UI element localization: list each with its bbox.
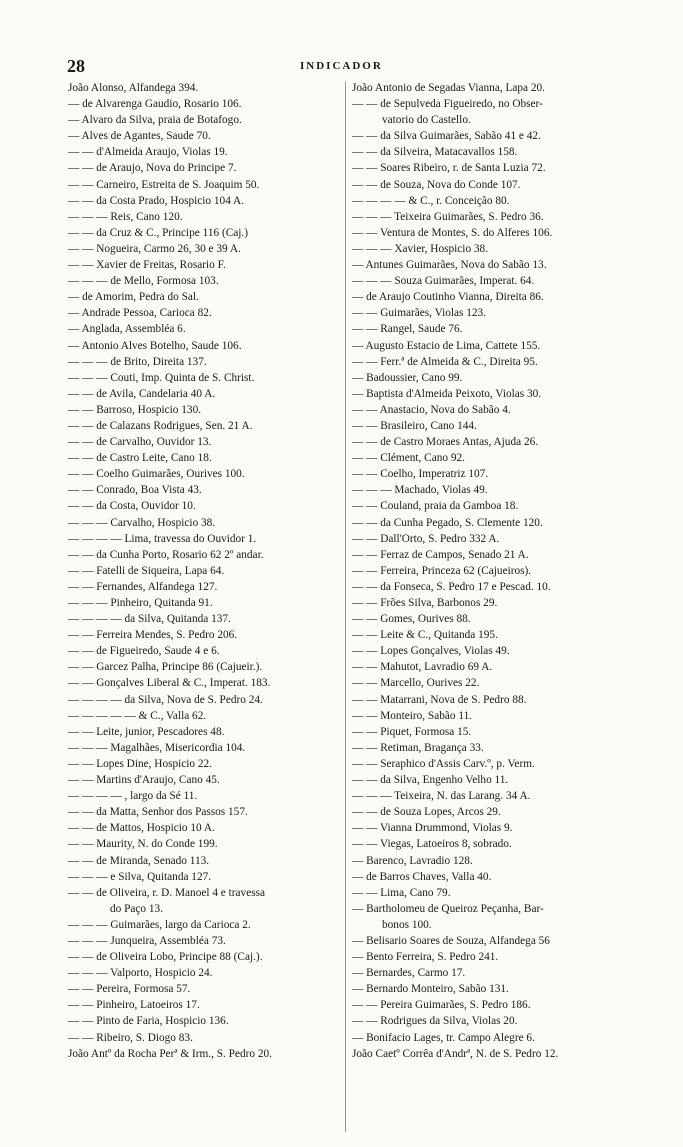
directory-entry: — Antunes Guimarães, Nova do Sabão 13. [352,259,547,272]
directory-entry: — — — Magalhães, Misericordia 104. [68,741,246,754]
directory-entry: — — Leite, junior, Pescadores 48. [68,725,225,738]
directory-entry: — — Maurity, N. do Conde 199. [68,838,218,851]
directory-entry: — — Pereira, Formosa 57. [68,983,191,996]
directory-entry: — — Ferreira, Princeza 62 (Cajueiros). [352,564,532,577]
directory-entry: — — Couland, praia da Gamboa 18. [352,500,519,513]
directory-entry: — Bernardes, Carmo 17. [352,967,466,980]
directory-entry: João Alonso, Alfandega 394. [68,82,199,94]
directory-entry: — Alvaro da Silva, praia de Botafogo. [68,114,242,127]
directory-entry: — — — — — & C., Valla 62. [68,709,207,722]
page-number: 28 [67,56,85,76]
directory-entry: — — Lopes Dine, Hospicio 22. [68,757,213,770]
directory-entry: — — Carneiro, Estreita de S. Joaquim 50. [68,178,260,191]
directory-entry: — — — Pinheiro, Quitanda 91. [68,597,213,609]
directory-entry: — — — de Brito, Direita 137. [68,355,207,368]
directory-entry: — — de Figueiredo, Saude 4 e 6. [68,645,220,658]
running-head: INDICADOR [300,60,383,72]
directory-entry: — — Coelho Guimarães, Ourives 100. [68,468,245,481]
directory-entry: — de Alvarenga Gaudio, Rosario 106. [68,98,242,111]
directory-entry: — — Ventura de Montes, S. do Alferes 106. [352,226,553,239]
directory-entry: — — — Reis, Cano 120. [68,210,183,223]
directory-entry: — — — Souza Guimarães, Imperat. 64. [352,275,535,288]
directory-entry: — — Ribeiro, S. Diogo 83. [68,1031,193,1044]
directory-entry: João Antº da Rocha Perª & Irm., S. Pedro 20. [68,1047,272,1060]
directory-entry: — — da Silva, Engenho Velho 11. [352,774,509,787]
directory-entry: — — Vianna Drummond, Violas 9. [352,822,513,835]
directory-entry: — — Nogueira, Carmo 26, 30 e 39 A. [68,242,241,255]
directory-entry: — Alves de Agantes, Saude 70. [68,130,211,143]
directory-entry: — — da Cunha Pegado, S. Clemente 120. [352,516,543,529]
directory-entry: — — — Teixeira Guimarães, S. Pedro 36. [352,210,544,223]
directory-entry: — Bento Ferreira, S. Pedro 241. [352,951,499,964]
directory-entry: — — Fernandes, Alfandega 127. [68,580,218,593]
directory-entry: — — — — Lima, travessa do Ouvidor 1. [68,532,257,545]
directory-entry: — — Pereira Guimarães, S. Pedro 186. [352,999,531,1012]
directory-entry: — — Clément, Cano 92. [352,452,465,465]
directory-entry: — — Frões Silva, Barbonos 29. [352,597,498,609]
directory-entry: — — Seraphico d'Assis Carv.º, p. Verm. [352,757,535,770]
directory-entry: — — de Souza, Nova do Conde 107. [352,178,521,191]
directory-entry: — Andrade Pessoa, Carioca 82. [68,307,212,320]
directory-entry: — — Pinto de Faria, Hospicio 136. [68,1015,229,1028]
directory-entry: — — Xavier de Freitas, Rosario F. [68,259,226,272]
directory-entry: — — Ferraz de Campos, Senado 21 A. [352,548,529,561]
directory-entry: — — da Cruz & C., Principe 116 (Caj.) [68,226,248,239]
directory-entry: — — — Xavier, Hospicio 38. [352,242,489,255]
directory-entry: — — da Cunha Porto, Rosario 62 2º andar. [68,548,264,561]
right-column [352,80,652,1062]
directory-entry: — — — de Mello, Formosa 103. [68,275,219,288]
directory-entry: — — Rodrigues da Silva, Violas 20. [352,1015,518,1028]
directory-entry: — Antonio Alves Botelho, Saude 106. [68,339,242,352]
directory-entry: — — de Miranda, Senado 113. [68,854,210,867]
directory-entry: — de Araujo Coutinho Vianna, Direita 86. [352,291,544,304]
directory-entry: — — — — , largo da Sé 11. [68,790,198,803]
directory-entry: — — Garcez Palha, Principe 86 (Cajueir.). [68,661,263,674]
directory-entry: — — — Machado, Violas 49. [352,484,488,497]
directory-entry: vatorio do Castello. [382,114,471,127]
directory-entry: — — — Carvalho, Hospicio 38. [68,516,216,529]
directory-entry: — — Piquet, Formosa 15. [352,725,472,738]
directory-entry: — — da Fonseca, S. Pedro 17 e Pescad. 10. [352,580,551,593]
directory-entry: — — de Souza Lopes, Arcos 29. [352,806,501,819]
directory-entry: — Barenco, Lavradio 128. [352,854,473,867]
directory-entry: — — de Oliveira Lobo, Principe 88 (Caj.). [68,951,263,964]
left-column [68,80,346,1062]
directory-entry: — — da Costa, Ouvidor 10. [68,500,196,513]
directory-entry: — — — Guimarães, largo da Carioca 2. [68,918,251,931]
directory-entry: — — Dall'Orto, S. Pedro 332 A. [352,532,500,545]
directory-entry: — — — — & C., r. Conceição 80. [352,194,510,207]
directory-entry: — Bonifacio Lages, tr. Campo Alegre 6. [352,1031,535,1044]
directory-entry: — — da Matta, Senhor dos Passos 157. [68,806,248,819]
directory-entry: — — — — da Silva, Quitanda 137. [68,613,231,626]
directory-entry: — — de Carvalho, Ouvidor 13. [68,436,212,449]
directory-entry: — — Ferreira Mendes, S. Pedro 206. [68,629,238,642]
directory-entry: — — de Araujo, Nova do Principe 7. [68,162,237,175]
directory-entry: — — Guimarães, Violas 123. [352,307,487,320]
directory-entry: — — Rangel, Saude 76. [352,323,463,336]
directory-entry: João Caetº Corrêa d'Andrª, N. de S. Pedro 12. [352,1047,559,1060]
directory-entry: — — Monteiro, Sabão 11. [352,709,473,722]
directory-entry: João Antonio de Segadas Vianna, Lapa 20. [352,82,546,94]
directory-entry: — — — Teixeira, N. das Larang. 34 A. [352,790,531,803]
directory-entry: — — de Castro Moraes Antas, Ajuda 26. [352,436,539,449]
directory-entry: — — Mahutot, Lavradio 69 A. [352,661,493,674]
directory-entry: — — Leite & C., Quitanda 195. [352,629,498,642]
directory-entry: — de Barros Chaves, Valla 40. [352,870,492,883]
directory-entry: — — — e Silva, Quitanda 127. [68,870,212,883]
directory-entry: — — de Mattos, Hospicio 10 A. [68,822,215,835]
directory-entry: — Belisario Soares de Souza, Alfandega 56 [352,934,550,947]
directory-entry: — — de Calazans Rodrigues, Sen. 21 A. [68,419,253,432]
directory-entry: — Anglada, Assembléa 6. [68,323,186,336]
directory-entry: — — de Avila, Candelaria 40 A. [68,387,216,400]
directory-entry: — — Lopes Gonçalves, Violas 49. [352,645,510,658]
directory-entry: — — Gonçalves Liberal & C., Imperat. 183. [68,677,271,690]
directory-entry: — — Gomes, Ourives 88. [352,613,471,626]
directory-entry: — — da Silva Guimarães, Sabão 41 e 42. [352,130,541,143]
directory-entry: — — — Couti, Imp. Quinta de S. Christ. [68,371,255,384]
directory-entry: — — — Valporto, Hospicio 24. [68,967,213,980]
directory-entry: — — — — da Silva, Nova de S. Pedro 24. [68,693,263,706]
directory-entry: — Baptista d'Almeida Peixoto, Violas 30. [352,387,542,400]
directory-entry: — — Conrado, Boa Vista 43. [68,484,202,497]
directory-entry: — — de Castro Leite, Cano 18. [68,452,212,465]
directory-entry: — — Coelho, Imperatriz 107. [352,468,489,481]
directory-entry: — — Soares Ribeiro, r. de Santa Luzia 72. [352,162,546,175]
directory-entry: — — Lima, Cano 79. [352,886,451,899]
directory-entry: — — Fatelli de Siqueira, Lapa 64. [68,564,225,577]
directory-entry: — — Pinheiro, Latoeiros 17. [68,999,200,1012]
directory-entry: do Paço 13. [110,902,164,915]
directory-entry: — — Martins d'Araujo, Cano 45. [68,774,220,787]
directory-entry: — — Brasileiro, Cano 144. [352,419,477,432]
directory-entry: — — Anastacio, Nova do Sabão 4. [352,403,511,416]
directory-entry: — — Matarrani, Nova de S. Pedro 88. [352,693,527,706]
directory-entry: — Augusto Estacio de Lima, Cattete 155. [352,339,541,352]
directory-entry: — — Marcello, Ourives 22. [352,677,480,690]
directory-entry: — — Ferr.ª de Almeida & C., Direita 95. [352,355,538,368]
directory-entry: — — d'Almeida Araujo, Violas 19. [68,146,228,159]
directory-entry: bonos 100. [382,918,432,931]
directory-entry: — Bartholomeu de Queiroz Peçanha, Bar- [352,902,544,915]
directory-entry: — Bernardo Monteiro, Sabão 131. [352,983,509,996]
directory-entry: — — da Costa Prado, Hospicio 104 A. [68,194,245,207]
directory-entry: — — — Junqueira, Assembléa 73. [68,934,226,947]
directory-entry: — — de Oliveira, r. D. Manoel 4 e travessa [68,886,266,899]
directory-entry: — — Barroso, Hospicio 130. [68,403,202,416]
directory-entry: — Badoussier, Cano 99. [352,371,463,384]
directory-entry: — — de Sepulveda Figueiredo, no Obser- [352,98,543,111]
directory-entry: — — Retiman, Bragança 33. [352,741,484,754]
directory-entry: — — Viegas, Latoeiros 8, sobrado. [352,838,512,851]
directory-entry: — de Amorim, Pedra do Sal. [68,291,199,304]
directory-entry: — — da Silveira, Matacavallos 158. [352,146,518,159]
